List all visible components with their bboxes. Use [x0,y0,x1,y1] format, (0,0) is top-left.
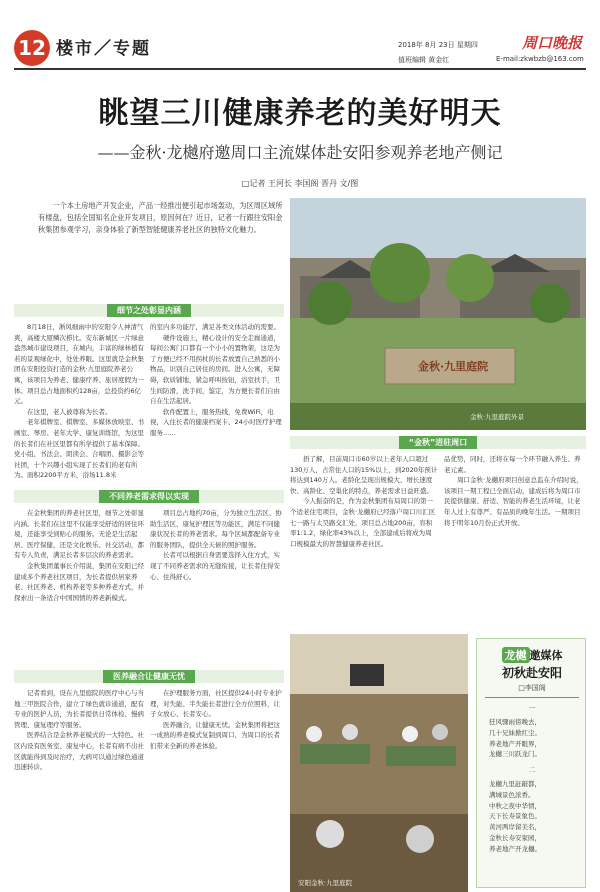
article-column-6: 项目总占地约70亩，分为独立生活区、协助生活区、康复护理区等功能区，满足不同健康状况长者的养老需求。每个区域都配备专业的服务团队，提供全天候的照护服务。 长者可以根据自身需要选择入住方式，实现了不同养老需求的无缝衔接，让长者住得安心、住得舒心。 [150,509,282,581]
building-illustration [290,198,586,430]
header-divider [14,68,586,70]
sidebar-subtitle: 初秋赴安阳 [501,666,562,680]
verse-1: 狂风骤雨傍晚去， 几十兄妹掀红尘。 养老地产开眼界， 龙樾三川跃龙门。 [489,718,541,759]
article-subheadline: ——金秋·龙樾府邀周口主流媒体赴安阳参观养老地产侧记 [97,143,503,162]
article-column-2: 的室内多功能厅，满足各类文体活动的需要。 硬件设施上，精心设计的安全走廊通道，每间公寓门口都有一个小小的置物架，这是为了方便已经不用拐杖的长者放置自己熟悉的小物品，识别自己居住的房间。进入公寓，无障碍，软质铺地，紧急呼叫按钮，浴室扶手，卫生间防滑，洗手间，鉴定，为方便长者们自由自在生活起居。 软件配置上，服务热线，免费WiFi，电视，入住长者的健康档案卡、24小时医疗护理服务…… [150,323,282,437]
contact-email: E-mail:zkwbzb@163.com [496,55,584,63]
editor-credit: 值班编辑 黄金红 [398,56,450,64]
building-photo [290,198,586,430]
photo-sign-text: 金秋·九里庭院 [418,360,489,373]
article-byline: □记者 王河长 李国阁 晋丹 文/图 [241,179,359,188]
article-column-4: 品优势，同时，还将在每一个环节融入养生、养老元素。 周口金秋·龙樾府项目创意总监在介绍时说，该项目一期工程已全面启动，建成后将为周口市民提供健康、舒适、智能的养老生活环境，让老年人过上有尊严、有品质的晚年生活。一期项目将于明年10月份正式开放。 [444,455,583,527]
activity-room-illustration [290,634,468,892]
page-number-badge: 12 [14,30,50,66]
article-column-3: 捂了解，目前周口市60岁以上老年人口超过130万人，占常住人口的15%以上，到2020年预计将达到140万人。老龄化呈现出规模大、增长速度快、高龄化、空巢化的特点，养老需求日益旺盛。 今人振奋的是，作为金秋集团布局周口的第一个适老住宅项目，金秋·龙樾府已经落户周口川汇区七一路与太昊路交汇处，项目总占地200亩，容积率1:1.2，绿化率43%以上，全部建成后将成为周口规模最大的智慧健康养老社区。 [290,455,438,548]
sidebar-author: □李国阁 [518,684,546,692]
photo-caption: 金秋·九里庭院外景 [470,413,525,421]
verse-number-2: 二 [528,766,536,774]
article-headline: 眺望三川健康养老的美好明天 [98,96,502,131]
article-column-7: 记者看到，设在九里庭院的医疗中心与当地三甲医院合作，建立了绿色就诊通道，配有专业的医护人员，为长者提供日常体检、慢病管理、康复理疗等服务。 医养结合是金秋养老模式的一大特色。社区内设有医务室、康复中心，长者有病不出社区就能得到及时治疗，大病可以通过绿色通道迅速转诊。 [14,689,144,772]
section-header-details: 细节之处彰显内涵 [14,304,284,317]
activity-room-photo [290,634,468,892]
section-header-jinqiu: “金秋”进驻周口 [290,436,586,449]
sidebar-title: 龙樾 邀媒体 [477,647,587,663]
poem-sidebar [476,638,586,888]
verse-2: 龙樾九里赶敲都， 满城景色浓香。 中秋之夜中华情， 天下长寿景象色。 黄河两岸留美名， 金秋长寿安家园， 养老地产开龙樾。 [489,780,541,853]
section-title: 楼市／专题 [56,39,151,59]
article-column-1: 8月18日，淅风细雨中的安阳令人神清气爽，高楼大厦鳞次栉比。安东新城区一片绿意盎然城市建设项目，在城内，丰富的绿林植有若的景观绿化中，处处养眼。这里就是金秋集团在安阳投资打造的金秋·九里庭院养老公寓，该项目为养老、健康疗养、旅居度假为一体。项目总占地面积约128亩，总投资约6亿元。 在这里，老人被尊称为长者。 老年棋牌室、棋牌室、多媒体放映室、书画室、琴房、老年大学、康复训练馆，为这里的长者们在社区里都有所学提供了基本保障。党小组、书法会、朗读会、合唱团、摄影会等社团，十个兴趣小组实现了长者们的老有所为。面积2200平方米，浴场11.8米 [14,323,144,480]
issue-date: 2018年 8月 23日 星期四 [398,41,478,49]
newspaper-logo: 周口晚报 [522,34,583,52]
article-column-5: 在金秋集团的养老社区里，细节之处彰显内涵。长者们在这里不仅能享受舒适的居住环境，还能享受到贴心的服务。无论是生活起居、医疗保健，还是文化娱乐、社交活动，都有专人负责，满足长者多层次的养老需求。 金秋集团董事长介绍说，集团在安阳已经建成多个养老社区项目，为长者提供居家养老、社区养老、机构养老等多种养老方式，并探索出一条适合中国国情的养老新模式。 [14,509,144,602]
article-column-8: 在护理服务方面，社区提供24小时专业护理，对失能、半失能长者进行全方位照料，让子女放心、长者安心。 医养融合，让健康无忧。金秋集团将把这一成熟的养老模式复制到周口，为周口的长者们带来全新的养老体验。 [150,689,282,750]
photo2-caption: 安阳金秋·九里庭院 [298,879,353,887]
section-header-health: 医养融合让健康无忧 [14,670,284,683]
sidebar-divider [485,697,579,698]
section-header-needs: 不同养老需求得以实现 [14,490,284,503]
verse-number-1: 一 [528,704,536,712]
article-intro: 一个本土房地产开发企业，产品一经推出便引起市场轰动，为区周区域所有楼盘，包括全国知名企业开发项目，原因何在？近日，记者一行跟往安阳金秋集团参观学习，亲身体验了新型智能健康养老社区的独特文化魅力。 [38,201,283,234]
